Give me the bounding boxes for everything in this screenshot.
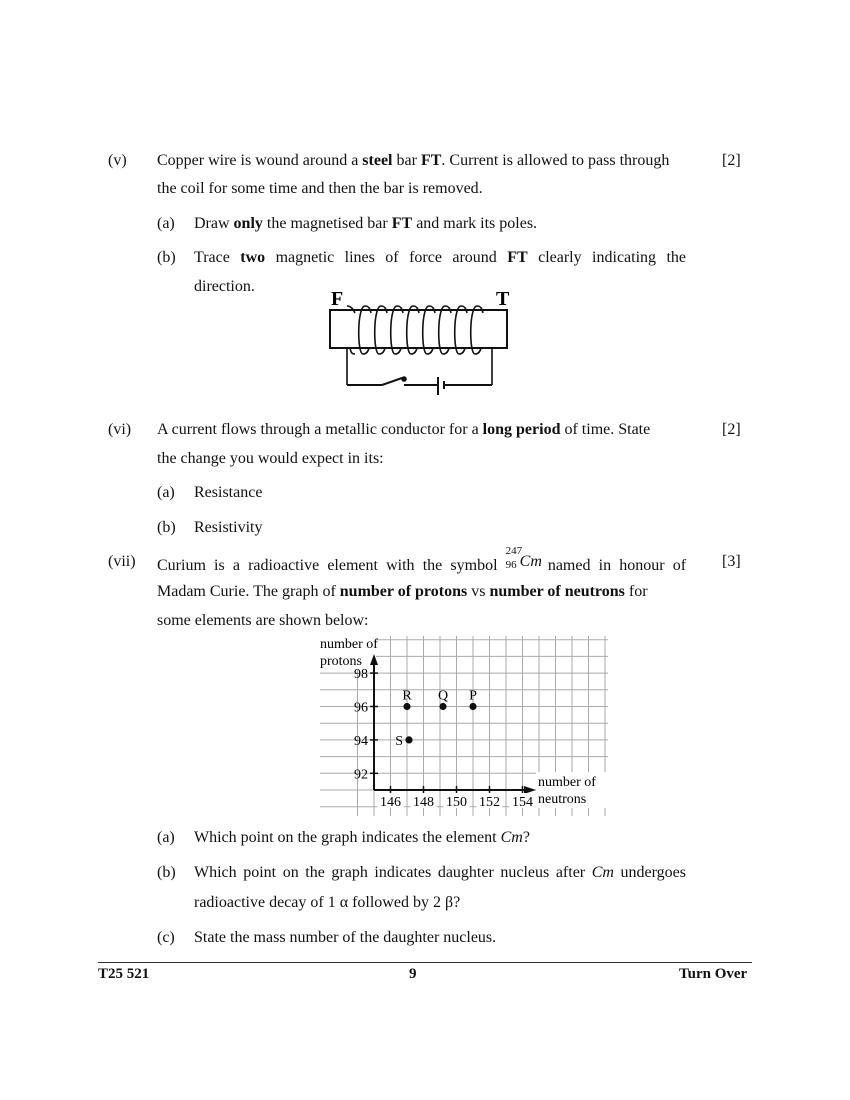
steel-bar (330, 310, 507, 348)
coil-figure (320, 285, 520, 410)
point-label-s: S (395, 733, 403, 749)
q5-a-text: Draw only the magnetised bar FT and mark its poles. (194, 215, 538, 232)
q7-b-label: (b) (157, 864, 176, 881)
turn-over: Turn Over (679, 966, 748, 982)
y-tick-label: 98 (354, 667, 368, 683)
q7-line-1: Curium is a radioactive element with the symbol 247 96 Cm named in honour of (157, 545, 687, 574)
x-tick-label: 152 (479, 795, 500, 810)
y-axis-label-line-1: number of (320, 637, 378, 652)
pole-label-f: F (331, 288, 344, 310)
q5-line-2: the coil for some time and then the bar is removed. (157, 180, 483, 197)
y-tick-label: 96 (354, 700, 368, 716)
q5-b-text: Trace two magnetic lines of force around FT clearly indicating the (194, 249, 687, 266)
q5-b-label: (b) (157, 249, 176, 266)
question-number-v: (v) (108, 152, 127, 169)
x-axis-label-line-2: neutrons (538, 792, 587, 807)
point-p (469, 703, 476, 710)
q7-line-3: some elements are shown below: (157, 612, 369, 629)
protons-neutrons-chart (318, 634, 610, 818)
x-tick-label: 148 (413, 795, 434, 810)
x-tick-label: 150 (446, 795, 467, 810)
q6-line-1: A current flows through a metallic conductor for a long period of time. State (157, 421, 651, 438)
marks-vii: [3] (722, 553, 741, 570)
q7-line-2: Madam Curie. The graph of number of protons vs number of neutrons for (157, 583, 648, 600)
copper-coil (347, 306, 492, 385)
circuit (347, 377, 492, 395)
q7-a-label: (a) (157, 829, 175, 846)
page-number: 9 (409, 966, 417, 982)
x-axis-arrow (524, 786, 536, 794)
q7-b-text: Which point on the graph indicates daughter nucleus after Cm undergoes (194, 864, 686, 881)
q6-b-text: Resistivity (194, 519, 263, 536)
y-tick-label: 92 (354, 767, 368, 783)
point-label-p: P (469, 688, 477, 704)
marks-vi: [2] (722, 421, 741, 438)
q5-line-1: Copper wire is wound around a steel bar FT. Current is allowed to pass through (157, 152, 670, 169)
q6-a-label: (a) (157, 484, 175, 501)
q5-b-line-2: direction. (194, 278, 255, 295)
pole-label-t: T (496, 288, 510, 310)
point-r (403, 703, 410, 710)
curium-symbol: 247 96 Cm (505, 545, 542, 571)
point-label-r: R (402, 688, 412, 704)
switch (382, 378, 402, 385)
question-number-vi: (vi) (108, 421, 132, 438)
q6-a-text: Resistance (194, 484, 263, 501)
paper-code: T25 521 (98, 966, 150, 982)
q5-a-label: (a) (157, 215, 175, 232)
q7-a-text: Which point on the graph indicates the element Cm? (194, 829, 530, 846)
y-tick-label: 94 (354, 733, 368, 749)
marks-v: [2] (722, 152, 741, 169)
point-label-q: Q (437, 688, 449, 704)
footer-divider (98, 962, 752, 963)
x-tick-label: 154 (512, 795, 533, 810)
x-tick-label: 146 (380, 795, 401, 810)
q7-c-text: State the mass number of the daughter nucleus. (194, 929, 497, 946)
point-s (405, 736, 412, 743)
q6-line-2: the change you would expect in its: (157, 450, 384, 467)
x-axis-label-line-1: number of (538, 775, 596, 790)
q7-c-label: (c) (157, 929, 175, 946)
point-q (439, 703, 446, 710)
question-number-vii: (vii) (108, 553, 136, 570)
y-axis-label-line-2: protons (320, 654, 362, 669)
q7-b-line-2: radioactive decay of 1 α followed by 2 β? (194, 894, 461, 911)
q6-b-label: (b) (157, 519, 176, 536)
